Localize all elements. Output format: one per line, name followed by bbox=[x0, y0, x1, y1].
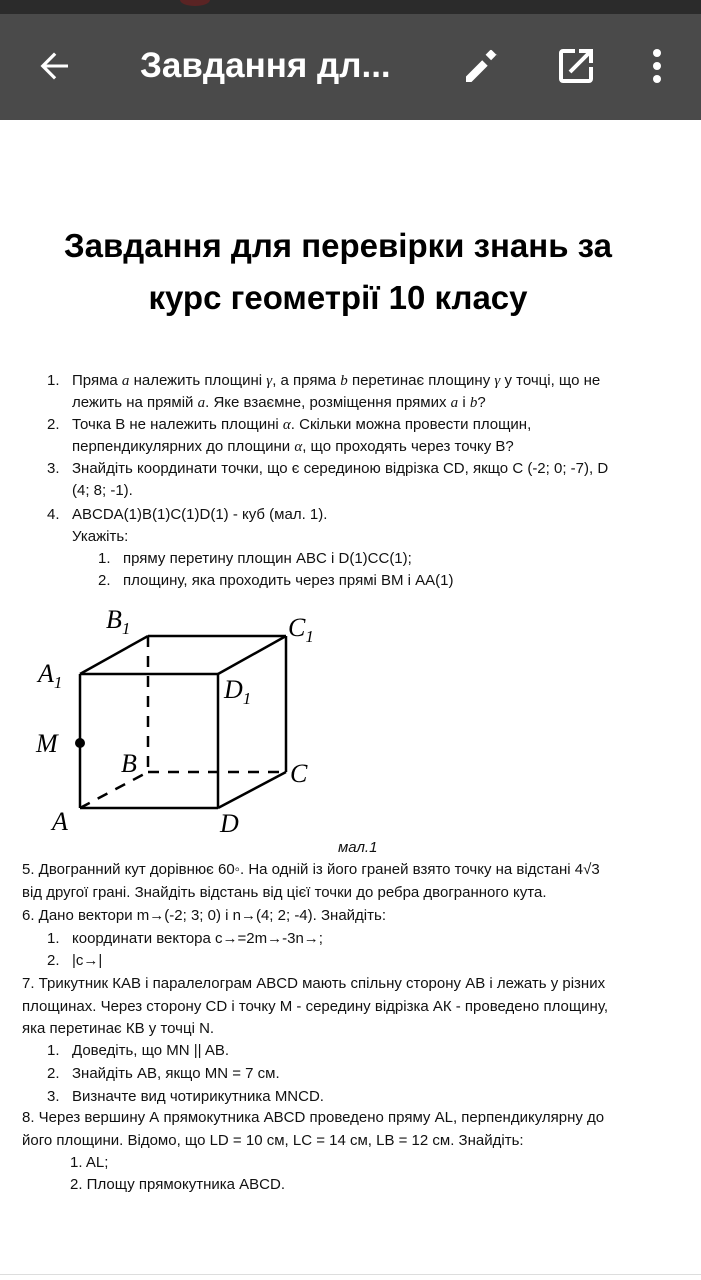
q4-line-1: ABCDA(1)B(1)C(1)D(1) - куб (мал. 1). bbox=[72, 506, 328, 523]
more-vert-icon[interactable] bbox=[633, 42, 681, 90]
q7-sub-1-number: 1. bbox=[47, 1042, 60, 1059]
q3-line-1: Знайдіть координати точки, що є серединою відрізка CD, якщо C (-2; 0; -7), D bbox=[72, 460, 609, 477]
q2-number: 2. bbox=[47, 416, 60, 433]
q6-sub-1: координати вектора c→=2m→-3n→; bbox=[72, 930, 323, 947]
edge-a1-b1 bbox=[80, 636, 148, 674]
q6-sub-2: |c→| bbox=[72, 952, 103, 969]
q3-number: 3. bbox=[47, 460, 60, 477]
label-d1: $D_1$ bbox=[224, 675, 252, 708]
q7-sub-3: Визначте вид чотирикутника MNCD. bbox=[72, 1088, 324, 1105]
edge-d-c bbox=[218, 772, 286, 808]
status-bar bbox=[0, 0, 701, 14]
q5-line-2: від другої грані. Знайдіть відстань від цієї точки до ребра двогранного кута. bbox=[22, 884, 547, 901]
label-b1: $B_1$ bbox=[106, 605, 131, 638]
q7-sub-3-number: 3. bbox=[47, 1088, 60, 1105]
q4-sub-1-number: 1. bbox=[98, 550, 111, 567]
q7-line-2: площинах. Через сторону CD і точку М - середину відрізка АК - проведено площину, bbox=[22, 998, 608, 1015]
app-bar-title: Завдання дл... bbox=[140, 46, 391, 85]
q1-number: 1. bbox=[47, 372, 60, 389]
q4-prompt: Укажіть: bbox=[72, 528, 129, 545]
label-d: D bbox=[220, 809, 239, 838]
edge-d1-c1 bbox=[218, 636, 286, 674]
title-line-2: курс геометрії 10 класу bbox=[148, 279, 528, 316]
title-line-1: Завдання для перевірки знань за bbox=[63, 227, 612, 264]
q5-line-1: 5. Двогранний кут дорівнює 60◦. На одній із його граней взято точку на відстані 4√3 bbox=[22, 861, 600, 878]
pencil-icon[interactable] bbox=[458, 42, 506, 90]
q8-sub-1: 1. AL; bbox=[70, 1154, 109, 1171]
label-m: M bbox=[36, 729, 58, 758]
document-page bbox=[0, 120, 701, 1270]
point-m bbox=[75, 738, 85, 748]
figure-caption: мал.1 bbox=[338, 839, 378, 856]
edge-a-b-hidden bbox=[80, 772, 148, 808]
q8-line-1: 8. Через вершину А прямокутника ABCD проведено пряму AL, перпендикулярну до bbox=[22, 1109, 605, 1126]
q6-line-1: 6. Дано вектори m→(-2; 3; 0) і n→(4; 2; -4). Знайдіть: bbox=[22, 907, 386, 924]
label-c1: $C_1$ bbox=[288, 613, 314, 646]
q4-sub-2: площину, яка проходить через прямі BM і AA(1) bbox=[123, 572, 454, 589]
label-a: A bbox=[52, 807, 68, 836]
label-b: B bbox=[121, 749, 137, 778]
q7-sub-2-number: 2. bbox=[47, 1065, 60, 1082]
q8-sub-2: 2. Площу прямокутника ABCD. bbox=[70, 1176, 285, 1193]
q2-line-2: перпендикулярних до площини α, що проходять через точку В? bbox=[72, 438, 514, 455]
q1-line-2: лежить на прямій a. Яке взаємне, розміщення прямих a і b? bbox=[72, 394, 486, 411]
label-a1: $A_1$ bbox=[38, 659, 63, 692]
arrow-back-icon[interactable] bbox=[30, 42, 78, 90]
cube-figure bbox=[30, 600, 350, 840]
q7-sub-2: Знайдіть AB, якщо MN = 7 см. bbox=[72, 1065, 280, 1082]
q4-number: 4. bbox=[47, 506, 60, 523]
q7-line-1: 7. Трикутник КАВ і паралелограм ABCD мають спільну сторону АВ і лежать у різних bbox=[22, 975, 606, 992]
q2-line-1: Точка В не належить площині α. Скільки можна провести площин, bbox=[72, 416, 532, 433]
q7-sub-1: Доведіть, що MN || AB. bbox=[72, 1042, 230, 1059]
q8-line-2: його площини. Відомо, що LD = 10 см, LC = 14 см, LB = 12 см. Знайдіть: bbox=[22, 1132, 524, 1149]
app-bar bbox=[0, 14, 701, 120]
q7-line-3: яка перетинає КВ у точці N. bbox=[22, 1020, 215, 1037]
status-dot bbox=[180, 0, 210, 6]
open-in-new-icon[interactable] bbox=[552, 42, 600, 90]
q4-sub-2-number: 2. bbox=[98, 572, 111, 589]
label-c: C bbox=[290, 759, 308, 788]
q3-line-2: (4; 8; -1). bbox=[72, 482, 133, 499]
q6-sub-2-number: 2. bbox=[47, 952, 60, 969]
document-title bbox=[0, 220, 676, 324]
q4-sub-1: пряму перетину площин ABC і D(1)CC(1); bbox=[123, 550, 412, 567]
q6-sub-1-number: 1. bbox=[47, 930, 60, 947]
q1-line-1: Пряма a належить площині γ, а пряма b перетинає площину γ у точці, що не bbox=[72, 372, 601, 389]
page-bottom-divider bbox=[0, 1274, 701, 1275]
